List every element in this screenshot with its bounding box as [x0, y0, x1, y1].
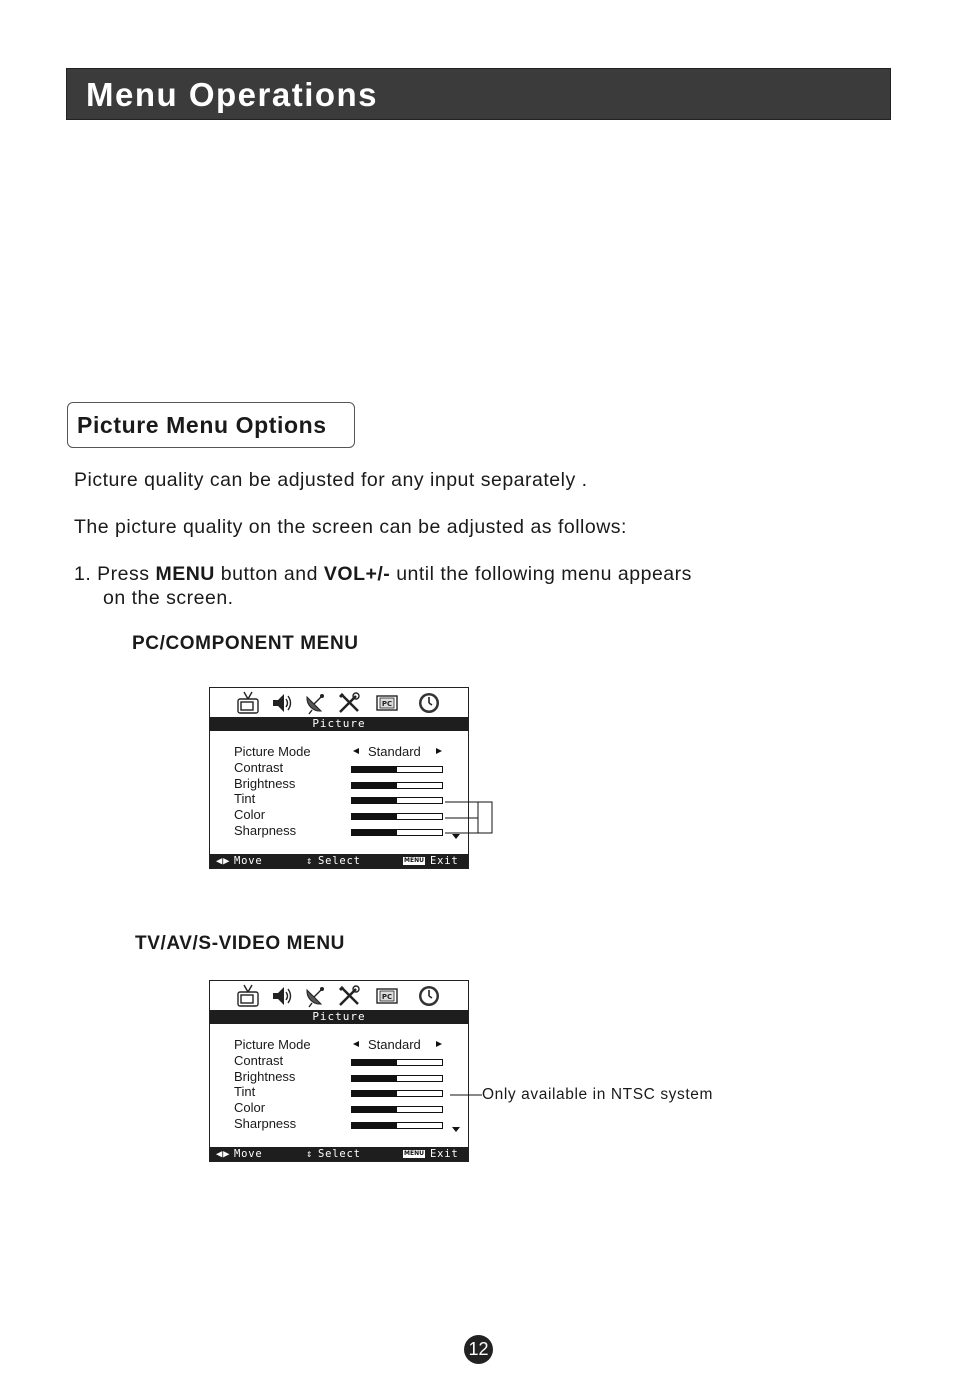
sharpness-label: Sharpness — [234, 823, 297, 838]
intro-paragraph: Picture quality can be adjusted for any input separately . — [74, 469, 588, 491]
picture-mode-label: Picture Mode — [234, 744, 311, 759]
tint-label: Tint — [234, 791, 256, 807]
adjust-paragraph: The picture quality on the screen can be adjusted as follows: — [74, 516, 627, 538]
osd-title: Picture — [312, 1010, 366, 1023]
footer-move: Move — [234, 1148, 263, 1160]
contrast-label: Contrast — [234, 1052, 284, 1068]
brightness-label: Brightness — [234, 1068, 296, 1084]
vol-key-text: VOL+/- — [323, 563, 391, 585]
contrast-label: Contrast — [234, 759, 284, 775]
ntsc-note: Only available in NTSC system — [482, 1086, 714, 1103]
footer-exit: Exit — [430, 855, 459, 867]
step-1-end: until the following menu appears — [390, 563, 692, 585]
step-1-line-2: on the screen. — [103, 587, 234, 609]
sharpness-label: Sharpness — [234, 1116, 297, 1131]
pc-component-heading: PC/COMPONENT MENU — [132, 633, 359, 654]
tint-label: Tint — [234, 1084, 256, 1100]
osd-title: Picture — [312, 717, 366, 730]
menu-key-text: MENU — [155, 563, 215, 585]
picture-mode-label: Picture Mode — [234, 1037, 311, 1052]
brightness-label: Brightness — [234, 775, 296, 791]
page-title: Menu Operations — [86, 76, 379, 113]
footer-select: Select — [318, 1148, 361, 1160]
up-down-arrows-icon: ⇕ — [306, 1148, 314, 1160]
step-1-mid: button and — [214, 563, 324, 585]
picture-mode-value[interactable]: Standard — [368, 744, 421, 759]
step-1-number: 1. Press — [74, 563, 156, 585]
svg-text:PC: PC — [381, 700, 393, 708]
picture-mode-value[interactable]: Standard — [368, 1037, 421, 1052]
left-right-arrows-icon: ◀▶ — [216, 855, 231, 867]
tv-av-svideo-heading: TV/AV/S-VIDEO MENU — [135, 933, 345, 954]
left-right-arrows-icon: ◀▶ — [216, 1148, 231, 1160]
footer-move: Move — [234, 855, 263, 867]
footer-exit: Exit — [430, 1148, 459, 1160]
svg-text:PC: PC — [381, 993, 393, 1001]
menu-key-icon: MENU — [404, 857, 424, 864]
section-title: Picture Menu Options — [77, 412, 327, 438]
up-down-arrows-icon: ⇕ — [306, 855, 314, 867]
page-number: 12 — [464, 1335, 493, 1364]
color-label: Color — [234, 807, 266, 823]
color-label: Color — [234, 1100, 266, 1116]
menu-key-icon: MENU — [404, 1150, 424, 1157]
footer-select: Select — [318, 855, 361, 867]
